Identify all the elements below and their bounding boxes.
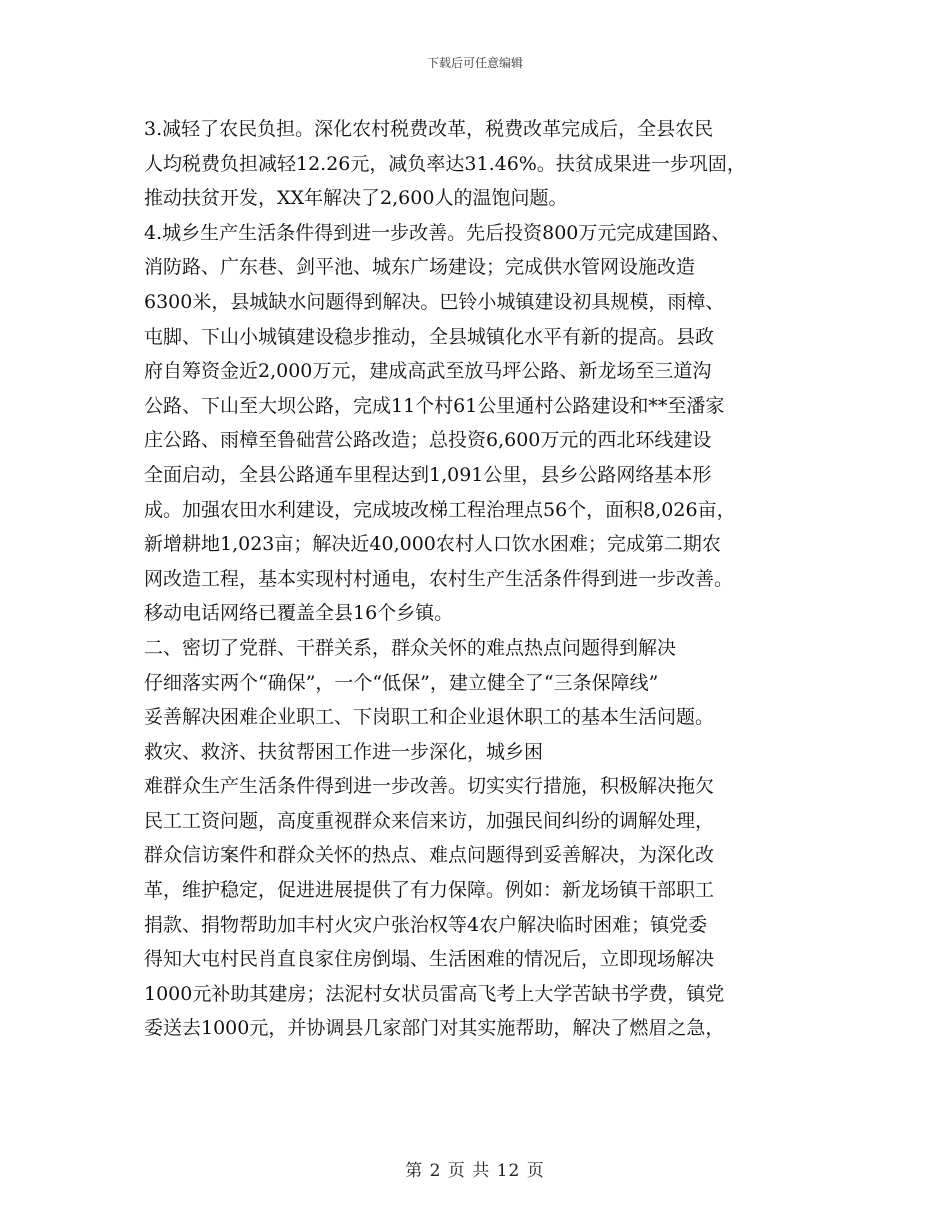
header-note: 下载后可任意编辑 (426, 56, 523, 70)
text-line: 妥善解决困难企业职工、下岗职工和企业退休职工的基本生活问题。 (144, 706, 715, 729)
text-line: 难群众生产生活条件得到进一步改善。切实实行措施，积极解决拖欠 (144, 775, 715, 798)
text-line: 3.减轻了农民负担。深化农村税费改革，税费改革完成后，全县农民 (144, 118, 714, 140)
text-line: 成。加强农田水利建设，完成坡改梯工程治理点56个，面积8,026亩， (144, 498, 736, 521)
text-line: 全面启动，全县公路通车里程达到1,091公里，县乡公路网络基本形 (144, 463, 712, 486)
text-line: 委送去1000元，并协调县几家部门对其实施帮助，解决了燃眉之急， (144, 1017, 725, 1040)
text-line: 庄公路、雨樟至鲁础营公路改造；总投资6,600万元的西北环线建设 (144, 429, 712, 452)
text-line: 移动电话网络已覆盖全县16个乡镇。 (144, 602, 454, 625)
text-line: 新增耕地1,023亩；解决近40,000农村人口饮水困难；完成第二期农 (144, 533, 721, 556)
text-line: 仔细落实两个“确保”，一个“低保”，建立健全了“三条保障线” (144, 671, 659, 694)
text-line: 公路、下山至大坝公路，完成11个村61公里通村公路建设和**至潘家 (144, 394, 725, 417)
text-line: 救灾、救济、扶贫帮困工作进一步深化，城乡困 (144, 740, 544, 763)
text-line: 革，维护稳定，促进进展提供了有力保障。例如：新龙场镇干部职工 (144, 879, 715, 902)
text-line: 捐款、捐物帮助加丰村火灾户张治权等4农户解决临时困难；镇党委 (144, 913, 708, 936)
text-line: 网改造工程，基本实现村村通电，农村生产生活条件得到进一步改善。 (144, 567, 734, 590)
text-line: 得知大屯村民肖直良家住房倒塌、生活困难的情况后，立即现场解决 (144, 948, 715, 971)
text-line: 消防路、广东巷、剑平池、城东广场建设；完成供水管网设施改造 (144, 256, 696, 279)
text-line: 6300米，县城缺水问题得到解决。巴铃小城镇建设初具规模，雨樟、 (144, 290, 725, 313)
text-line: 人均税费负担减轻12.26元，减负率达31.46%。扶贫成果进一步巩固， (144, 152, 746, 175)
text-line: 1000元补助其建房；法泥村女状员雷高飞考上大学苦缺书学费，镇党 (144, 982, 725, 1005)
text-line: 4.城乡生产生活条件得到进一步改善。先后投资800万元完成建国路、 (144, 221, 731, 244)
text-line: 民工工资问题，高度重视群众来信来访，加强民间纠纷的调解处理， (144, 809, 715, 832)
text-line: 推动扶贫开发，XX年解决了2,600人的温饱问题。 (144, 187, 568, 210)
text-line: 府自筹资金近2,000万元，建成高武至放马坪公路、新龙场至三道沟 (144, 360, 712, 383)
text-line: 群众信访案件和群众关怀的热点、难点问题得到妥善解决，为深化改 (144, 844, 715, 867)
page-number-footer: 第 2 页 共 12 页 (405, 1161, 545, 1181)
document-body (144, 112, 820, 1046)
text-line: 屯脚、下山小城镇建设稳步推动，全县城镇化水平有新的提高。县政 (144, 325, 715, 348)
section-heading: 二、密切了党群、干群关系，群众关怀的难点热点问题得到解决 (144, 636, 677, 659)
